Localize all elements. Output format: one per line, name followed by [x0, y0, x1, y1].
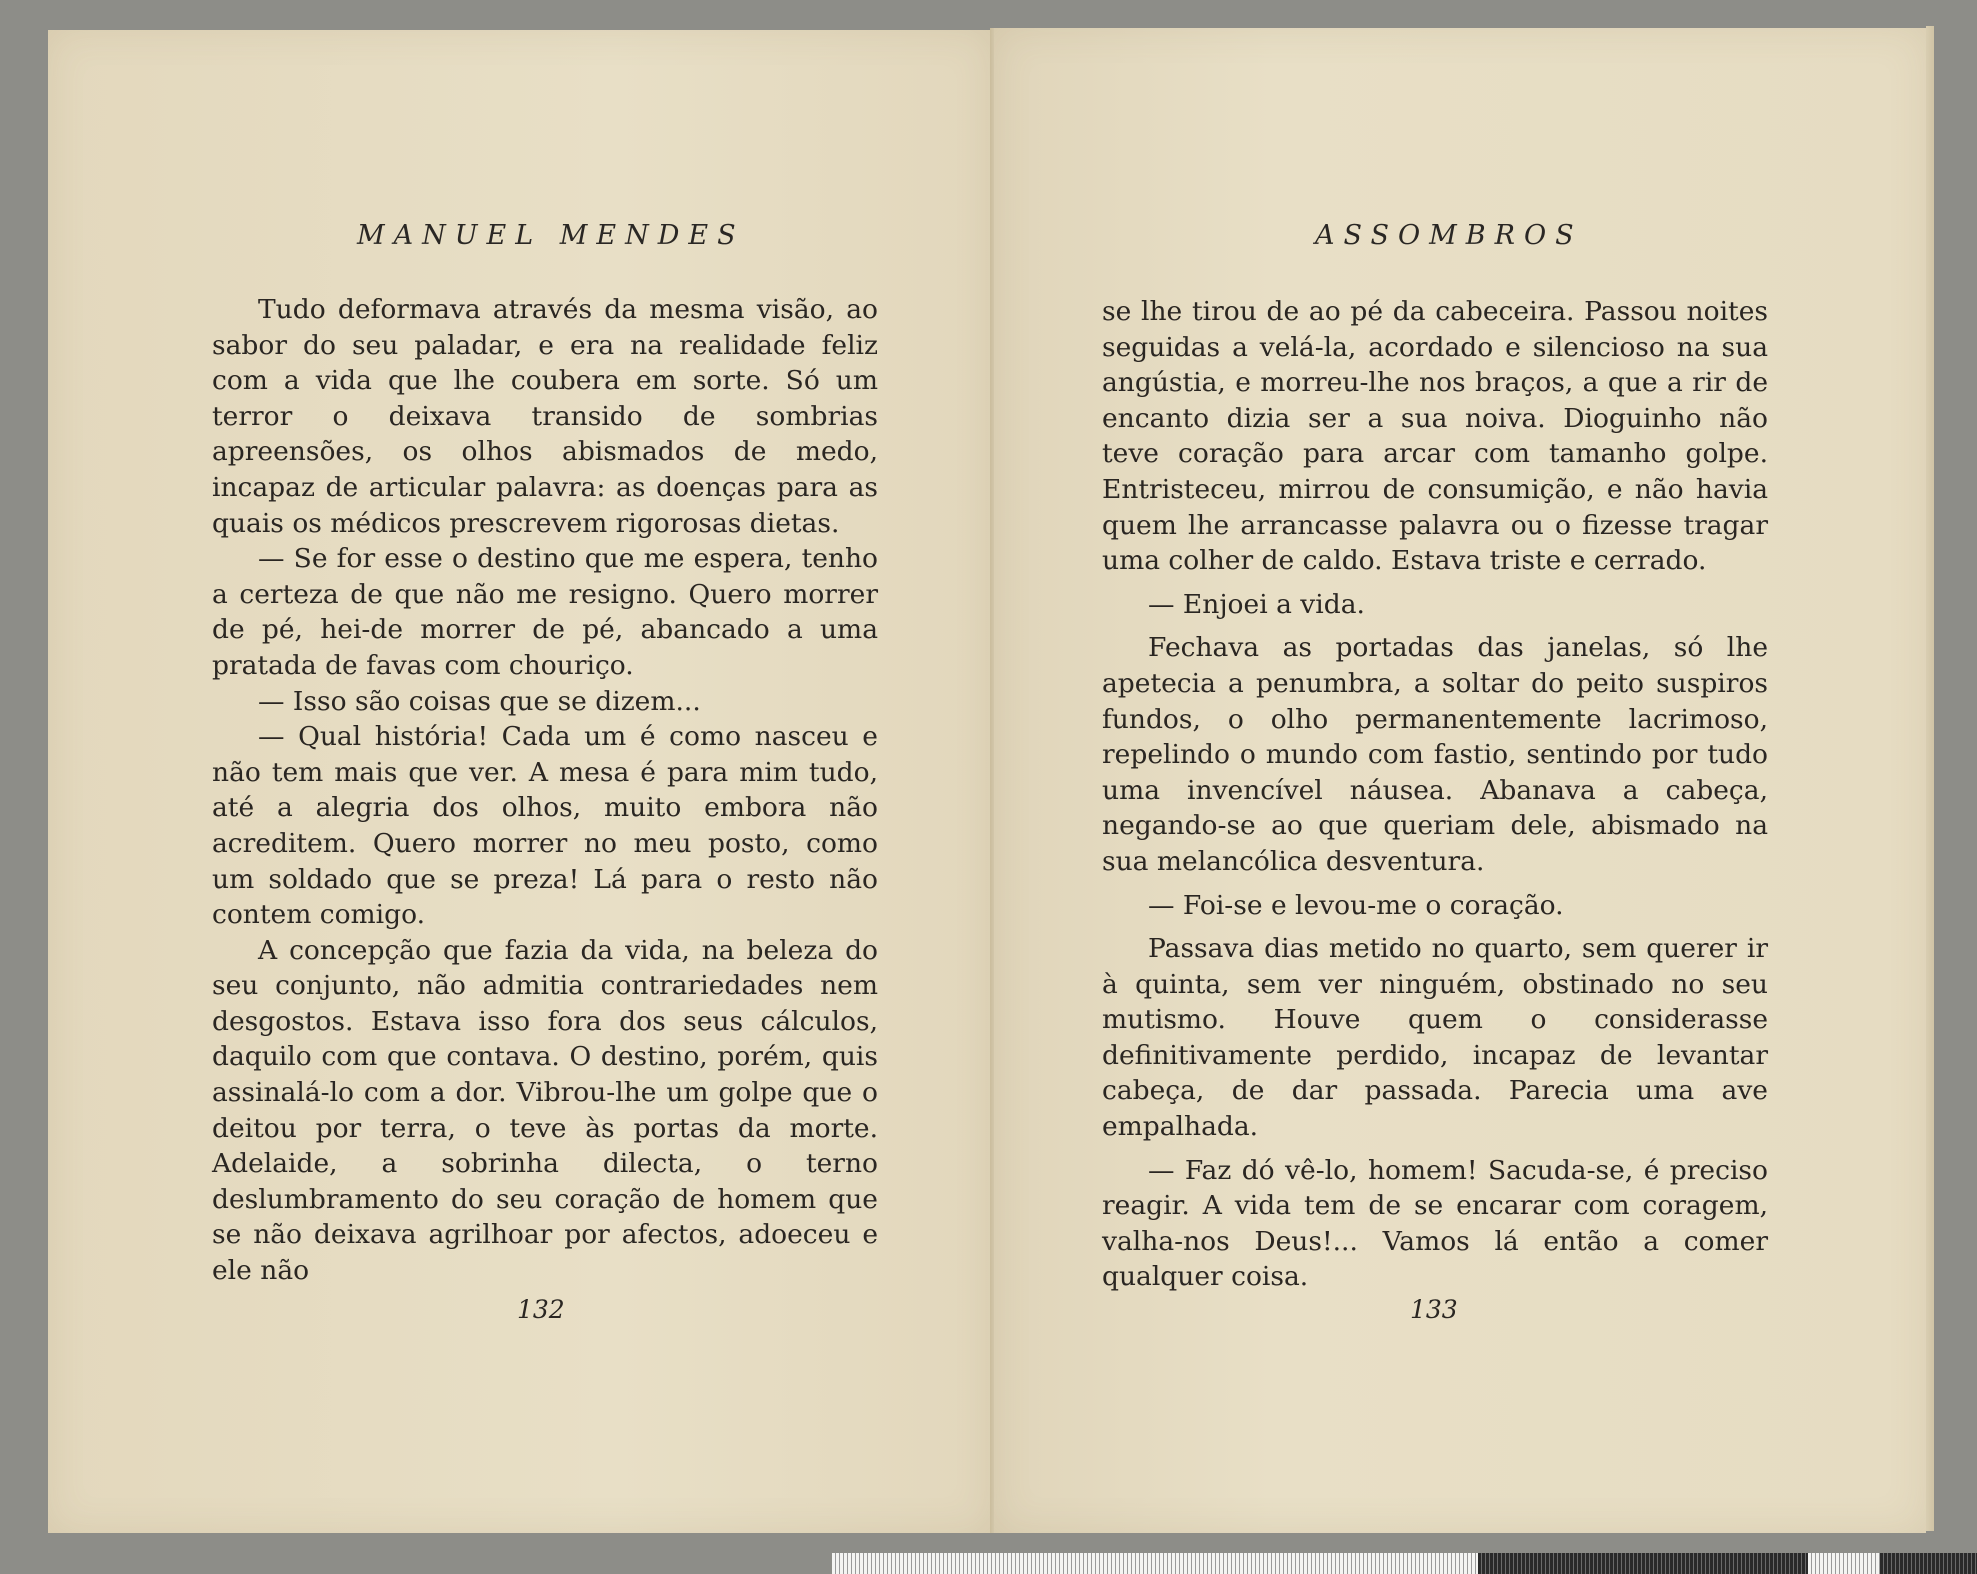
scale-ruler-dark-segment [1478, 1553, 1808, 1574]
left-page-number: 132 [517, 1295, 565, 1324]
paragraph: A concepção que fazia da vida, na beleza do seu conjunto, não admitia contrariedades nem desgostos. Estava isso fora dos seus cálculos, daquilo com que contava. O destino, porém, quis assinalá-lo com a dor. Vibrou-lhe um golpe que o deitou por terra, o teve às portas da morte. Adelaide, a sobrinha dilecta, o terno deslumbramento do seu coração de homem que se não deixava agrilhoar por afectos, adoeceu e ele não [212, 934, 878, 1287]
paragraph: se lhe tirou de ao pé da cabeceira. Passou noites seguidas a velá-la, acordado e silencioso na sua angústia, e morreu-lhe nos braços, a que a rir de encanto dizia ser a sua noiva. Dioguinho não teve coração para arcar com tamanho golpe. Entristeceu, mirrou de consumição, e não havia quem lhe arrancasse palavra ou o fizesse tragar uma colher de caldo. Estava triste e cerrado. [1102, 296, 1768, 577]
left-page-text [212, 292, 878, 1289]
page-edge [1926, 26, 1934, 1531]
right-running-head: ASSOMBROS [1315, 220, 1583, 251]
dialogue-line: — Foi-se e levou-me o coração. [1148, 889, 1564, 921]
dialogue-line: — Qual história! Cada um é como nasceu e não tem mais que ver. A mesa é para mim tudo, até a alegria dos olhos, muito embora não acreditem. Quero morrer no meu posto, como um soldado que se preza! Lá para o resto não contem comigo. [212, 721, 878, 931]
dialogue-line: — Faz dó vê-lo, homem! Sacuda-se, é preciso reagir. A vida tem de se encarar com coragem, valha-nos Deus!... Vamos lá então a comer qualquer coisa. [1102, 1154, 1768, 1293]
right-page-number: 133 [1410, 1295, 1458, 1324]
paragraph: Passava dias metido no quarto, sem querer ir à quinta, sem ver ninguém, obstinado no seu mutismo. Houve quem o considerasse definitivamente perdido, incapaz de levantar cabeça, de dar passada. Parecia uma ave empalhada. [1102, 933, 1768, 1143]
paragraph: Fechava as portadas das janelas, só lhe apetecia a penumbra, a soltar do peito suspiros fundos, o olho permanentemente lacrimoso, repelindo o mundo com fastio, sentindo por tudo uma invencível náusea. Abanava a cabeça, negando-se ao que queriam dele, abismado na sua melancólica desventura. [1102, 632, 1768, 877]
left-running-head: MANUEL MENDES [357, 220, 745, 251]
right-page-text [1102, 294, 1768, 1295]
scale-ruler-dark-segment [1880, 1553, 1977, 1574]
dialogue-line: — Enjoei a vida. [1148, 588, 1365, 620]
dialogue-line: — Se for esse o destino que me espera, tenho a certeza de que não me resigno. Quero morrer de pé, hei-de morrer de pé, abancado a uma pratada de favas com chouriço. [212, 543, 878, 681]
paragraph: Tudo deformava através da mesma visão, ao sabor do seu paladar, e era na realidade feliz com a vida que lhe coubera em sorte. Só um terror o deixava transido de sombrias apreensões, os olhos abismados de medo, incapaz de articular palavra: as doenças para as quais os médicos prescrevem rigorosas dietas. [212, 294, 878, 539]
dialogue-line: — Isso são coisas que se dizem... [258, 685, 701, 717]
